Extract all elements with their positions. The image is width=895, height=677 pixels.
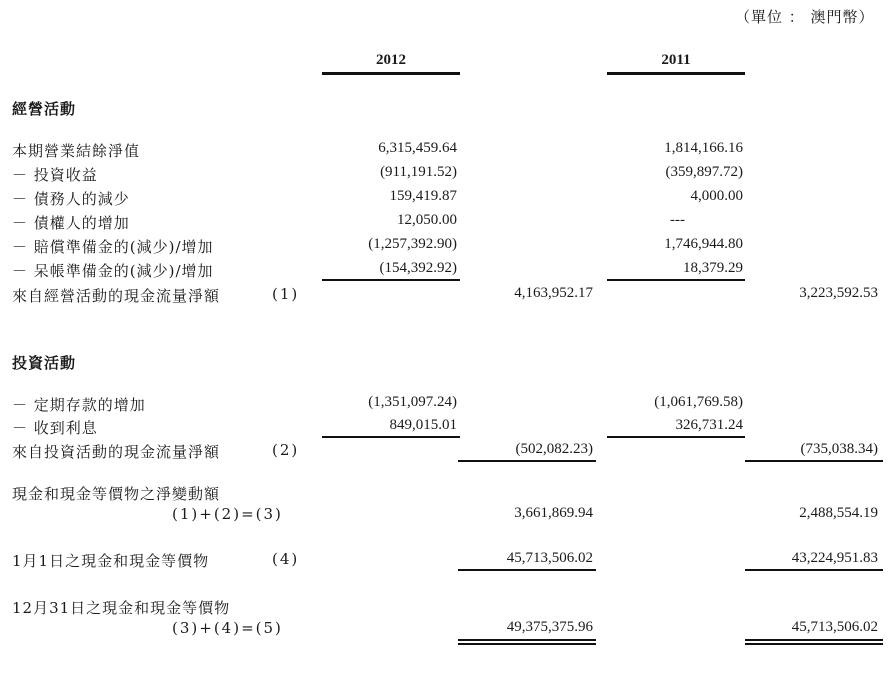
double-underline (458, 643, 596, 645)
value-2011: 326,731.24 (675, 417, 743, 433)
total-2011: 43,224,951.83 (791, 550, 878, 566)
value-2012: (1,257,392.90) (368, 236, 457, 252)
closing-balance-label: 12月31日之現金和現金等價物 (12, 599, 231, 617)
section-title-operating: 經營活動 (12, 100, 77, 118)
value-2011: (359,897.72) (665, 164, 743, 180)
row-label: 本期營業結餘淨值 (12, 142, 141, 160)
total-2011: 45,713,506.02 (791, 619, 878, 635)
value-2011: 18,379.29 (683, 260, 743, 276)
investing-total-label: 來自投資活動的現金流量淨額 (12, 443, 221, 461)
opening-balance-label: 1月1日之現金和現金等價物 (12, 552, 210, 570)
total-2012: 3,661,869.94 (514, 505, 593, 521)
note-ref: (2) (272, 441, 300, 459)
value-2012: (911,191.52) (380, 164, 457, 180)
year-header-2011: 2011 (661, 52, 691, 68)
row-label: － 收到利息 (12, 419, 98, 437)
value-2012: (1,351,097.24) (368, 394, 457, 410)
header-underline (322, 72, 460, 75)
value-2012: 6,315,459.64 (378, 140, 457, 156)
value-2012: 159,419.87 (389, 188, 457, 204)
total-2011: 3,223,592.53 (799, 285, 878, 301)
year-header-2012: 2012 (376, 52, 406, 68)
subtotal-underline (322, 436, 460, 438)
row-label: － 債權人的增加 (12, 214, 130, 232)
value-2011: --- (670, 212, 685, 228)
double-underline (745, 639, 883, 641)
note-ref: (1)+(2)=(3) (172, 505, 283, 523)
double-underline (745, 643, 883, 645)
header-underline (607, 72, 745, 75)
total-underline (458, 460, 596, 462)
section-title-investing: 投資活動 (12, 354, 77, 372)
total-2011: 2,488,554.19 (799, 505, 878, 521)
total-2012: 45,713,506.02 (506, 550, 593, 566)
value-2011: 4,000.00 (690, 188, 743, 204)
row-label: － 呆帳準備金的(減少)/增加 (12, 262, 214, 280)
total-2011: (735,038.34) (800, 441, 878, 457)
row-label: － 債務人的減少 (12, 190, 130, 208)
note-ref: (3)+(4)=(5) (172, 619, 283, 637)
double-underline (458, 639, 596, 641)
value-2012: (154,392.92) (379, 260, 457, 276)
currency-unit-note: （單位 ： 澳門幣） (735, 8, 875, 26)
net-change-label: 現金和現金等價物之淨變動額 (12, 485, 221, 503)
value-2011: (1,061,769.58) (654, 394, 743, 410)
total-2012: 49,375,375.96 (506, 619, 593, 635)
total-underline (745, 569, 883, 571)
total-2012: 4,163,952.17 (514, 285, 593, 301)
row-label: － 投資收益 (12, 166, 98, 184)
note-ref: (1) (272, 285, 300, 303)
subtotal-underline (607, 436, 745, 438)
total-underline (458, 569, 596, 571)
operating-total-label: 來自經營活動的現金流量淨額 (12, 287, 221, 305)
total-underline (745, 460, 883, 462)
value-2012: 12,050.00 (397, 212, 457, 228)
subtotal-underline (322, 279, 460, 281)
row-label: － 定期存款的增加 (12, 396, 146, 414)
value-2012: 849,015.01 (389, 417, 457, 433)
subtotal-underline (607, 279, 745, 281)
row-label: － 賠償準備金的(減少)/增加 (12, 238, 214, 256)
value-2011: 1,746,944.80 (664, 236, 743, 252)
note-ref: (4) (272, 550, 300, 568)
total-2012: (502,082.23) (515, 441, 593, 457)
value-2011: 1,814,166.16 (664, 140, 743, 156)
